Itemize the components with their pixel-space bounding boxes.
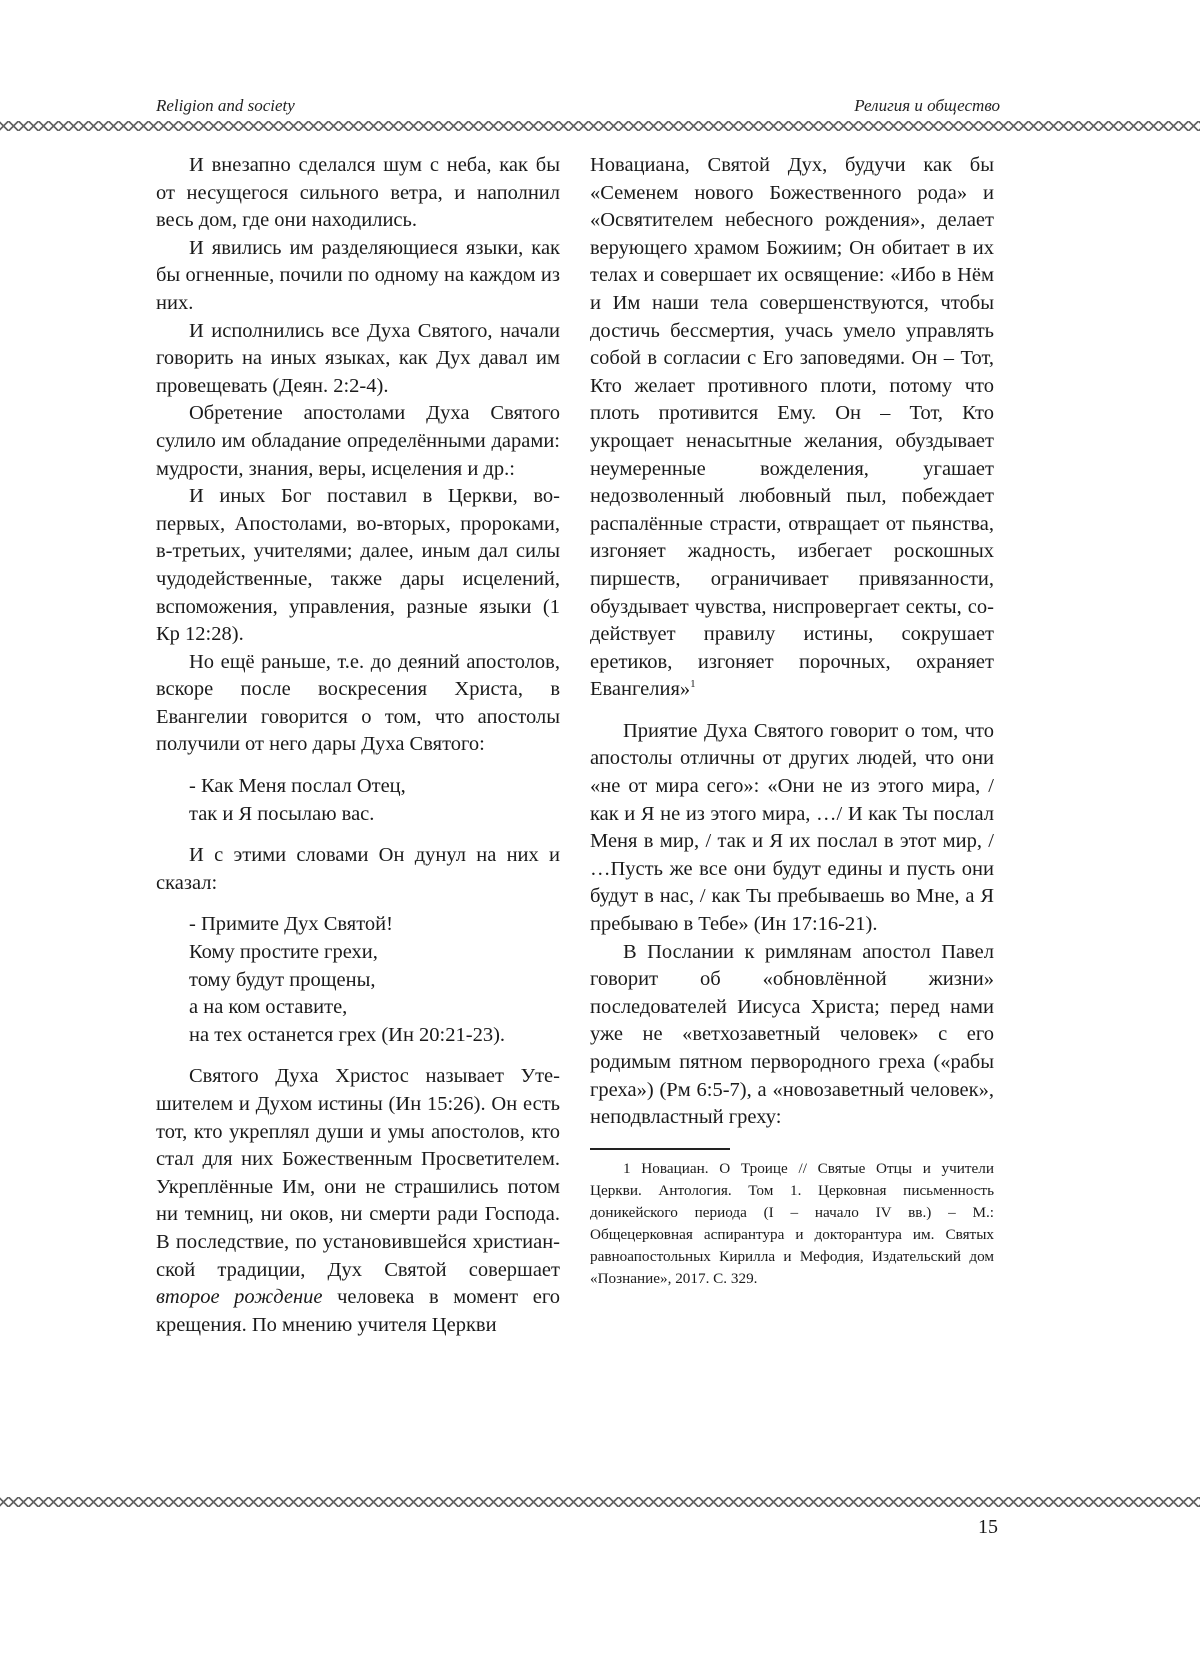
- text-run: человека в момент его крещения. По мнению учителя Церкви: [156, 1286, 560, 1336]
- paragraph: И внезапно сделался шум с неба, как бы от несущегося сильного ветра, и наполнил весь дом, где они находились.: [156, 154, 560, 232]
- verse-line: Кому простите грехи,: [189, 941, 378, 964]
- paragraph: Но ещё раньше, т.е. до деяний апостолов, вскоре после воскресения Христа, в Евангелии говорится о том, что апостолы получили от него дары Духа Святого:: [156, 650, 560, 756]
- paragraph: И иных Бог поставил в Церкви, во-первых, Апостолами, во-вторых, пророками, в-третьих, учителями; далее, иным дал силы чудодейственные, также дары исцелений, вспоможения, управления, разные языки (1 Кр 12:28).: [156, 485, 560, 646]
- text-run: Святого Духа Христос называет Утешителем и Духом истины (Ин 15:26). Он есть тот, кто укреплял души и умы апостолов, кто стал для них Божественным Просветителем. Укреплённые Им, они не страшились потом ни темниц, ни оков, ни смерти ради Господа. В последствие, по установившейся христианской традиции, Дух Святой совершает: [156, 1065, 560, 1281]
- verse-quote-1: [189, 773, 560, 828]
- header-ornament-divider: [0, 121, 1200, 131]
- left-column: [156, 152, 560, 1339]
- footnote-separator: [590, 1148, 730, 1150]
- page-number: 15: [978, 1516, 998, 1538]
- paragraph: Обретение апостолами Духа Святого сулило им обладание определёнными дарами: мудрости, знания, веры, исцеления и др.:: [156, 402, 560, 480]
- verse-line: так и Я посылаю вас.: [189, 802, 375, 825]
- paragraph: И явились им разделяющиеся языки, как бы огненные, почили по одному на каждом из них.: [156, 236, 560, 314]
- footnote-reference[interactable]: 1: [690, 678, 696, 691]
- running-head-left: Religion and society: [156, 96, 295, 115]
- paragraph: И исполнились все Духа Святого, начали говорить на иных языках, как Дух давал им провещевать (Деян. 2:2-4).: [156, 319, 560, 397]
- running-head-right: Религия и общество: [854, 96, 1000, 115]
- paragraph: И с этими словами Он дунул на них и сказал:: [156, 844, 560, 894]
- verse-quote-2: [189, 911, 560, 1049]
- right-column: [590, 152, 994, 1290]
- footnote: 1 Новациан. О Троице // Святые Отцы и учители Церкви. Антология. Том 1. Церковная письменность доникейского периода (I – начало IV вв.) – М.: Общецерковная аспирантура и докторантура им. Святых равноапостольных Кирилла и Мефодия, Издательский дом «Познание», 2017. С. 329.: [590, 1159, 994, 1287]
- paragraph: Приятие Духа Святого говорит о том, что апостолы отличны от других людей, что они «не от мира сего»: «Они не из этого мира, / как и Я не из этого мира, …/ И как Ты послал Меня в мир, / так и Я их послал в этот мир, / …Пусть же все они будут едины и пусть они будут в нас, / как Ты пребываешь во Мне, а Я пребываю в Тебе» (Ин 17:16-21).: [590, 719, 994, 936]
- paragraph: [590, 152, 994, 704]
- verse-line: на тех останется грех (Ин 20:21-23).: [189, 1023, 506, 1046]
- verse-line: - Как Меня послал Отец,: [189, 775, 406, 798]
- text-run: Новациана, Святой Дух, будучи как бы «Семенем нового Божественного рода» и «Освятителем небесного рождения», делает верующего храмом Божиим; Он обитает в их телах и совершает их освящение: «Ибо в Нём и Им наши тела совершенствуются, чтобы достичь бессмертия, учась умело управлять собой в согласии с Его заповедями. Он – Тот, Кто желает противного плоти, потому что плоть противится Ему. Он – Тот, Кто укрощает ненасытные желания, обуздывает неумеренные вожделения, угашает недозволенный любовный пыл, побеждает распалённые страсти, отвращает от пьянства, изгоняет жадность, избегает роскошных пиршеств, ограничивает привязанности, обуздывает чувства, ниспровергает секты, содействует правилу истины, сокрушает еретиков, изгоняет порочных, охраняет Евангелия»: [590, 154, 994, 701]
- paragraph: В Послании к римлянам апостол Павел говорит об «обновлённой жизни» последователей Иисуса Христа; перед нами уже не «ветхозаветный человек» с его родимым пятном первородного греха («рабы греха») (Рм 6:5-7), а «новозаветный человек», неподвластный греху:: [590, 940, 994, 1129]
- footer-ornament-divider: [0, 1497, 1200, 1507]
- verse-line: тому будут прощены,: [189, 968, 376, 991]
- paragraph: [156, 1063, 560, 1339]
- verse-line: - Примите Дух Святой!: [189, 913, 393, 936]
- verse-line: а на ком оставите,: [189, 996, 348, 1019]
- emphasis-text: второе рождение: [156, 1286, 323, 1309]
